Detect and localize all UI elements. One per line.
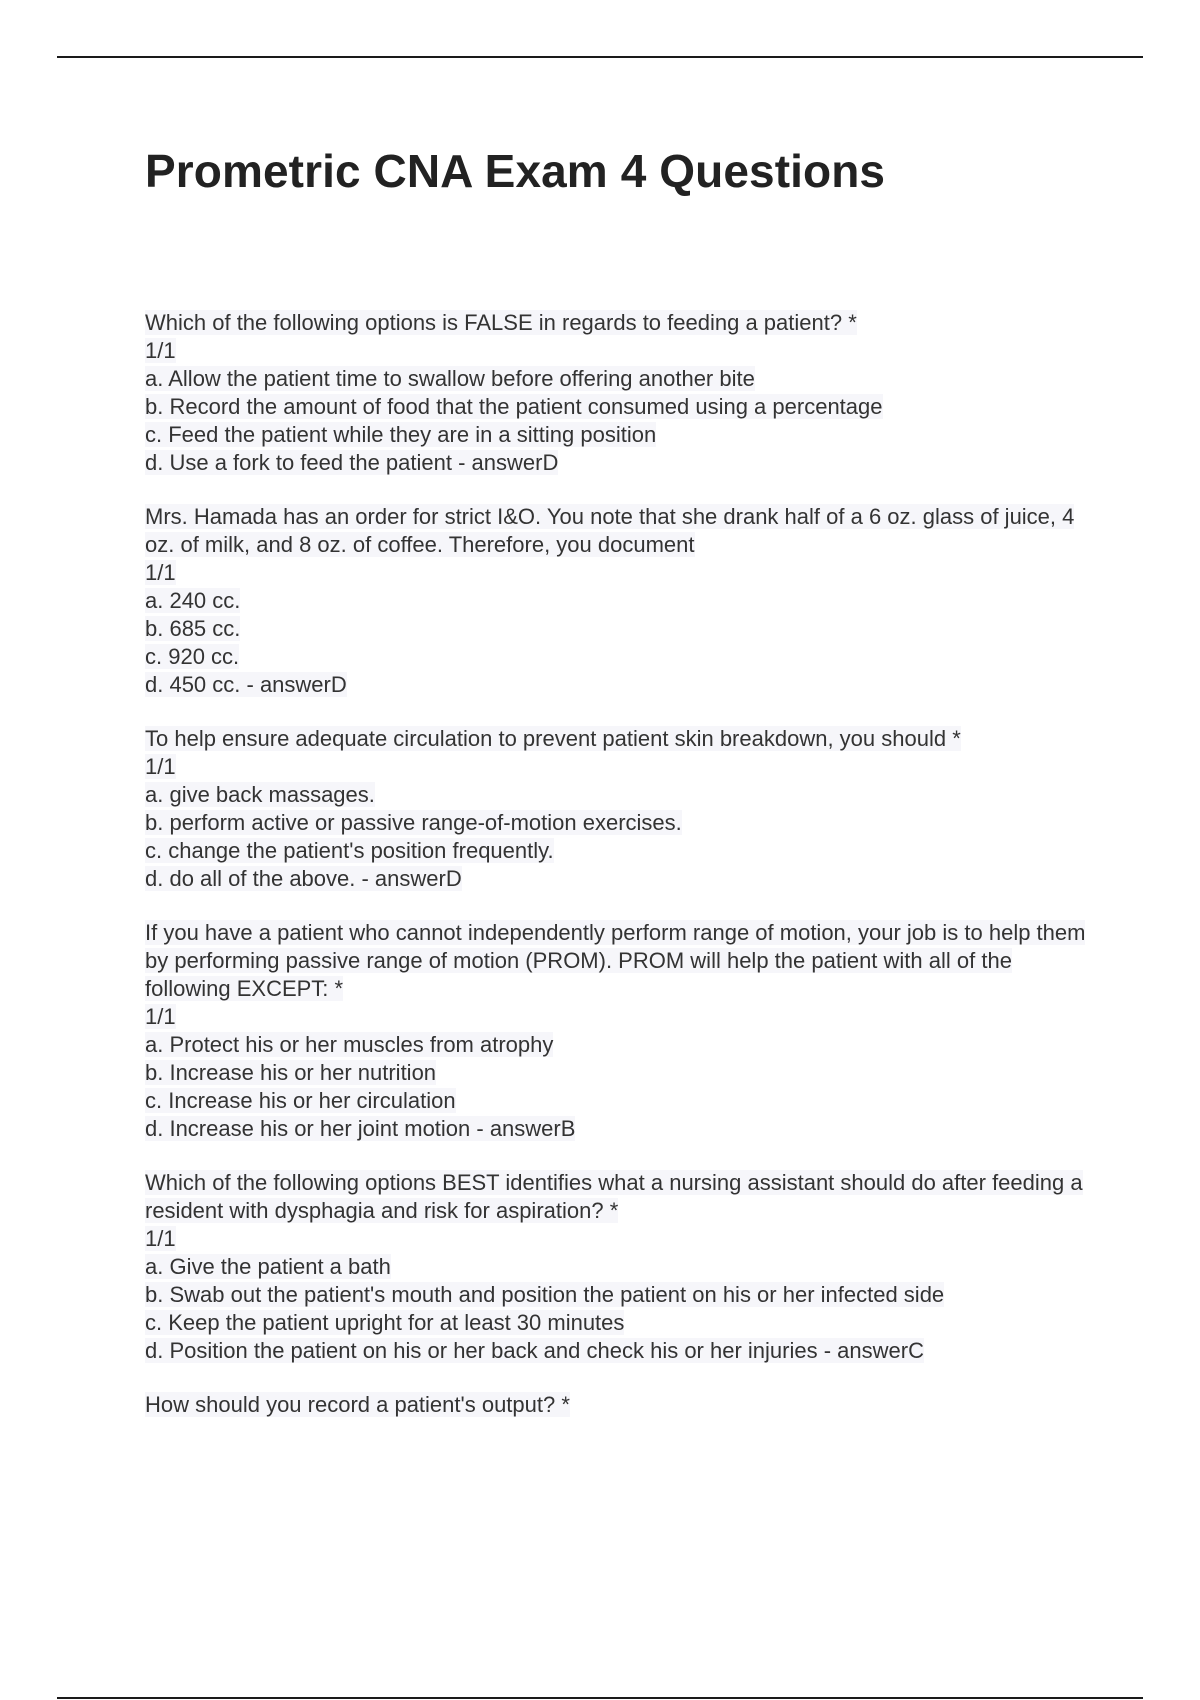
question-block-2 bbox=[145, 503, 1095, 699]
answer-option: b. perform active or passive range-of-motion exercises. bbox=[145, 810, 682, 835]
answer-option: c. 920 cc. bbox=[145, 644, 240, 669]
answer-option: d. Increase his or her joint motion - answerB bbox=[145, 1116, 576, 1141]
answer-option: b. Swab out the patient's mouth and position the patient on his or her infected side bbox=[145, 1282, 945, 1307]
answer-option: d. Position the patient on his or her back and check his or her injuries - answerC bbox=[145, 1338, 924, 1363]
question-score: 1/1 bbox=[145, 754, 176, 779]
question-block-5 bbox=[145, 1169, 1095, 1365]
question-block-6 bbox=[145, 1391, 1095, 1419]
answer-option: c. Keep the patient upright for at least 30 minutes bbox=[145, 1310, 625, 1335]
answer-option: a. 240 cc. bbox=[145, 588, 241, 613]
answer-option: a. Protect his or her muscles from atrophy bbox=[145, 1032, 554, 1057]
answer-option: d. Use a fork to feed the patient - answerD bbox=[145, 450, 559, 475]
answer-option: b. Record the amount of food that the patient consumed using a percentage bbox=[145, 394, 883, 419]
question-score: 1/1 bbox=[145, 1004, 176, 1029]
answer-option: b. Increase his or her nutrition bbox=[145, 1060, 437, 1085]
page-title: Prometric CNA Exam 4 Questions bbox=[145, 145, 886, 197]
question-score: 1/1 bbox=[145, 1226, 176, 1251]
answer-option: b. 685 cc. bbox=[145, 616, 241, 641]
question-block-4 bbox=[145, 919, 1095, 1143]
question-list bbox=[145, 309, 1095, 1445]
answer-option: c. Feed the patient while they are in a sitting position bbox=[145, 422, 657, 447]
answer-option: c. change the patient's position frequently. bbox=[145, 838, 554, 863]
question-text: If you have a patient who cannot independently perform range of motion, your job is to help them by performing passive range of motion (PROM). PROM will help the patient with all of the following EXCEPT: * bbox=[145, 920, 1086, 1001]
question-block-1 bbox=[145, 309, 1095, 477]
question-text: Which of the following options BEST identifies what a nursing assistant should do after feeding a resident with dysphagia and risk for aspiration? * bbox=[145, 1170, 1083, 1223]
answer-option: d. 450 cc. - answerD bbox=[145, 672, 347, 697]
question-text: To help ensure adequate circulation to prevent patient skin breakdown, you should * bbox=[145, 726, 961, 751]
footer-rule bbox=[57, 1697, 1143, 1699]
question-score: 1/1 bbox=[145, 560, 176, 585]
question-text: Which of the following options is FALSE in regards to feeding a patient? * bbox=[145, 310, 857, 335]
question-score: 1/1 bbox=[145, 338, 176, 363]
answer-option: c. Increase his or her circulation bbox=[145, 1088, 456, 1113]
question-text: Mrs. Hamada has an order for strict I&O. You note that she drank half of a 6 oz. glass of juice, 4 oz. of milk, and 8 oz. of coffee. Therefore, you document bbox=[145, 504, 1075, 557]
answer-option: a. give back massages. bbox=[145, 782, 375, 807]
question-block-3 bbox=[145, 725, 1095, 893]
answer-option: a. Give the patient a bath bbox=[145, 1254, 391, 1279]
answer-option: a. Allow the patient time to swallow before offering another bite bbox=[145, 366, 755, 391]
question-text: How should you record a patient's output? * bbox=[145, 1392, 570, 1417]
header-rule bbox=[57, 56, 1143, 58]
answer-option: d. do all of the above. - answerD bbox=[145, 866, 462, 891]
